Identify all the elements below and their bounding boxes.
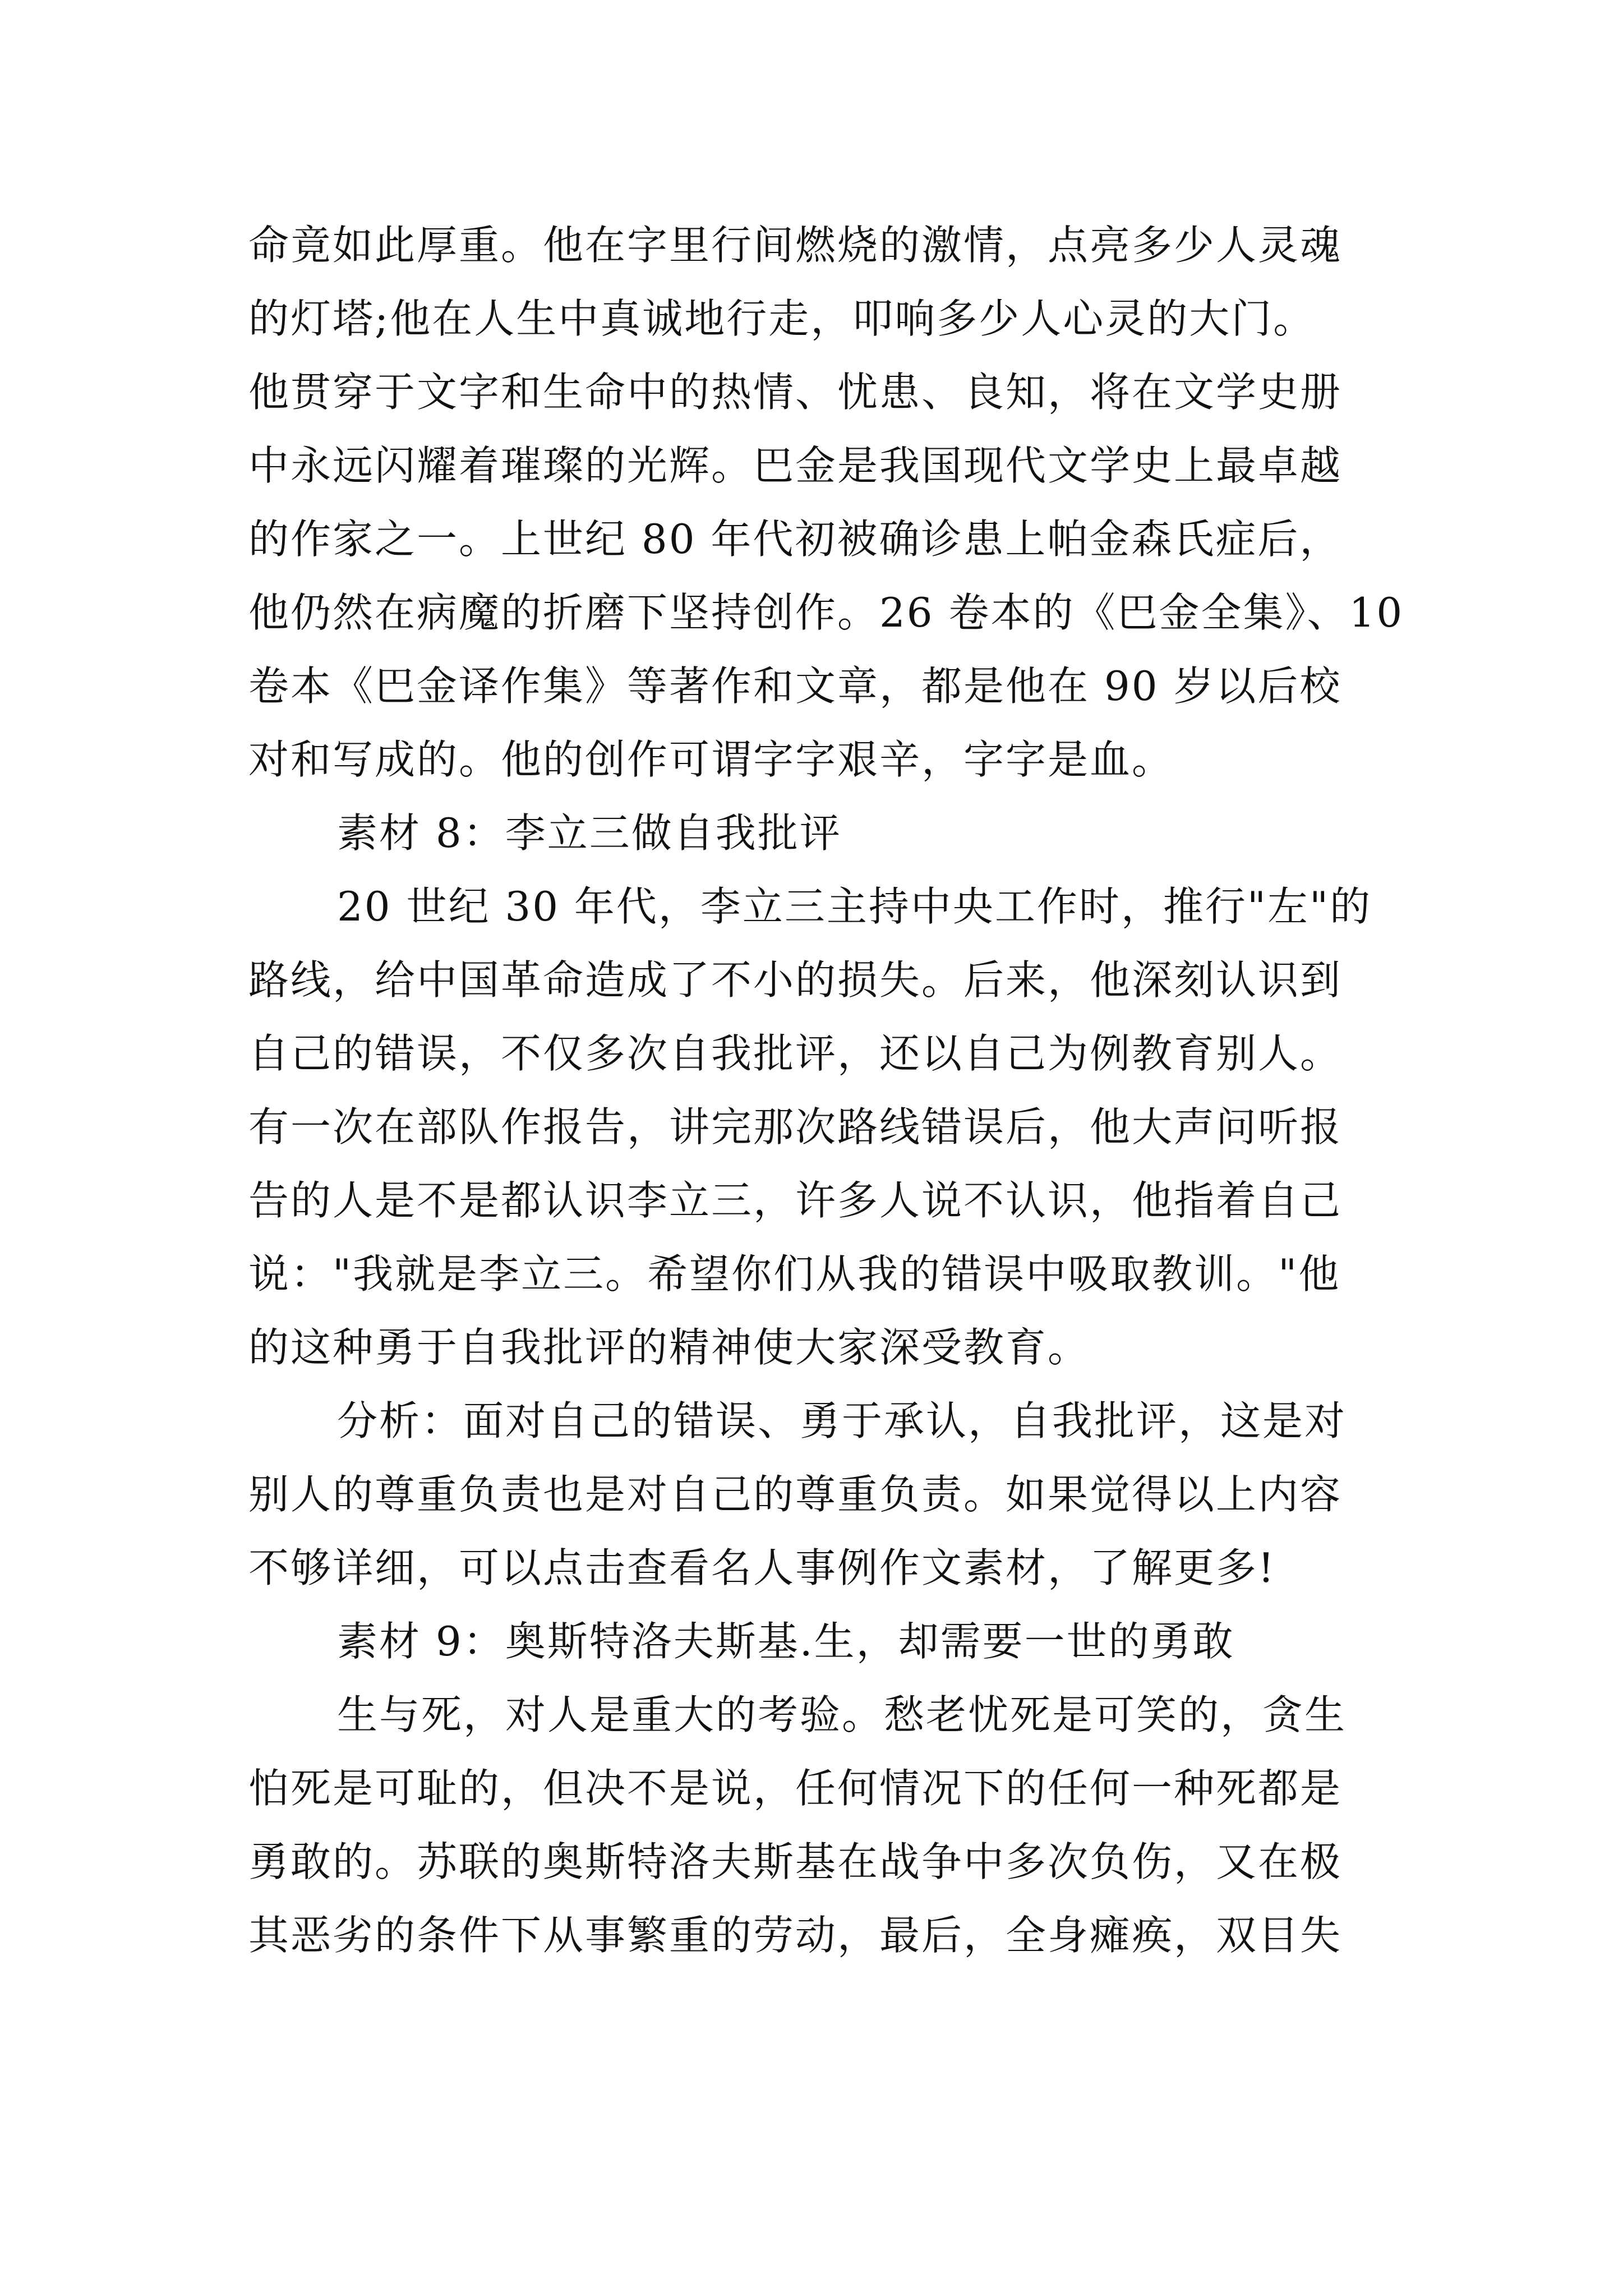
text-line: 的这种勇于自我批评的精神使大家深受教育。 (248, 1324, 1090, 1371)
text-line: 有一次在部队作报告，讲完那次路线错误后，他大声问听报 (248, 1103, 1343, 1151)
text-line: 的灯塔;他在人生中真诚地行走，叩响多少人心灵的大门。 (248, 295, 1316, 342)
text-line: 说："我就是李立三。希望你们从我的错误中吸取教训。"他 (248, 1250, 1341, 1297)
text-line: 卷本《巴金译作集》等著作和文章，都是他在 90 岁以后校 (248, 662, 1342, 710)
text-line: 对和写成的。他的创作可谓字字艰辛，字字是血。 (248, 736, 1174, 783)
analysis-paragraph: 分析：面对自己的错误、勇于承认，自我批评，这是对 (337, 1397, 1347, 1444)
paragraph-start: 生与死，对人是重大的考验。愁老忧死是可笑的，贪生 (337, 1691, 1347, 1738)
section-heading: 素材 8：李立三做自我批评 (337, 809, 842, 857)
text-line: 路线，给中国革命造成了不小的损失。后来，他深刻认识到 (248, 956, 1343, 1004)
text-line: 命竟如此厚重。他在字里行间燃烧的激情，点亮多少人灵魂 (248, 222, 1343, 269)
section-heading: 素材 9：奥斯特洛夫斯基.生，却需要一世的勇敢 (337, 1618, 1235, 1665)
text-line: 怕死是可耻的，但决不是说，任何情况下的任何一种死都是 (248, 1765, 1343, 1812)
text-line: 的作家之一。上世纪 80 年代初被确诊患上帕金森氏症后， (248, 516, 1342, 563)
body-text (248, 209, 1404, 1972)
text-line: 自己的错误，不仅多次自我批评，还以自己为例教育别人。 (248, 1030, 1343, 1077)
text-line: 勇敢的。苏联的奥斯特洛夫斯基在战争中多次负伤，又在极 (248, 1838, 1343, 1885)
text-line: 他仍然在病魔的折磨下坚持创作。26 卷本的《巴金全集》、10 (248, 589, 1404, 636)
text-line: 不够详细，可以点击查看名人事例作文素材，了解更多! (248, 1544, 1276, 1591)
text-line: 其恶劣的条件下从事繁重的劳动，最后，全身瘫痪，双目失 (248, 1912, 1343, 1959)
text-line: 告的人是不是都认识李立三，许多人说不认识，他指着自己 (248, 1177, 1343, 1224)
text-line: 中永远闪耀着璀璨的光辉。巴金是我国现代文学史上最卓越 (248, 442, 1343, 489)
text-line: 别人的尊重负责也是对自己的尊重负责。如果觉得以上内容 (248, 1471, 1343, 1518)
paragraph-start: 20 世纪 30 年代，李立三主持中央工作时，推行"左"的 (337, 883, 1372, 930)
text-line: 他贯穿于文字和生命中的热情、忧患、良知，将在文学史册 (248, 369, 1343, 416)
